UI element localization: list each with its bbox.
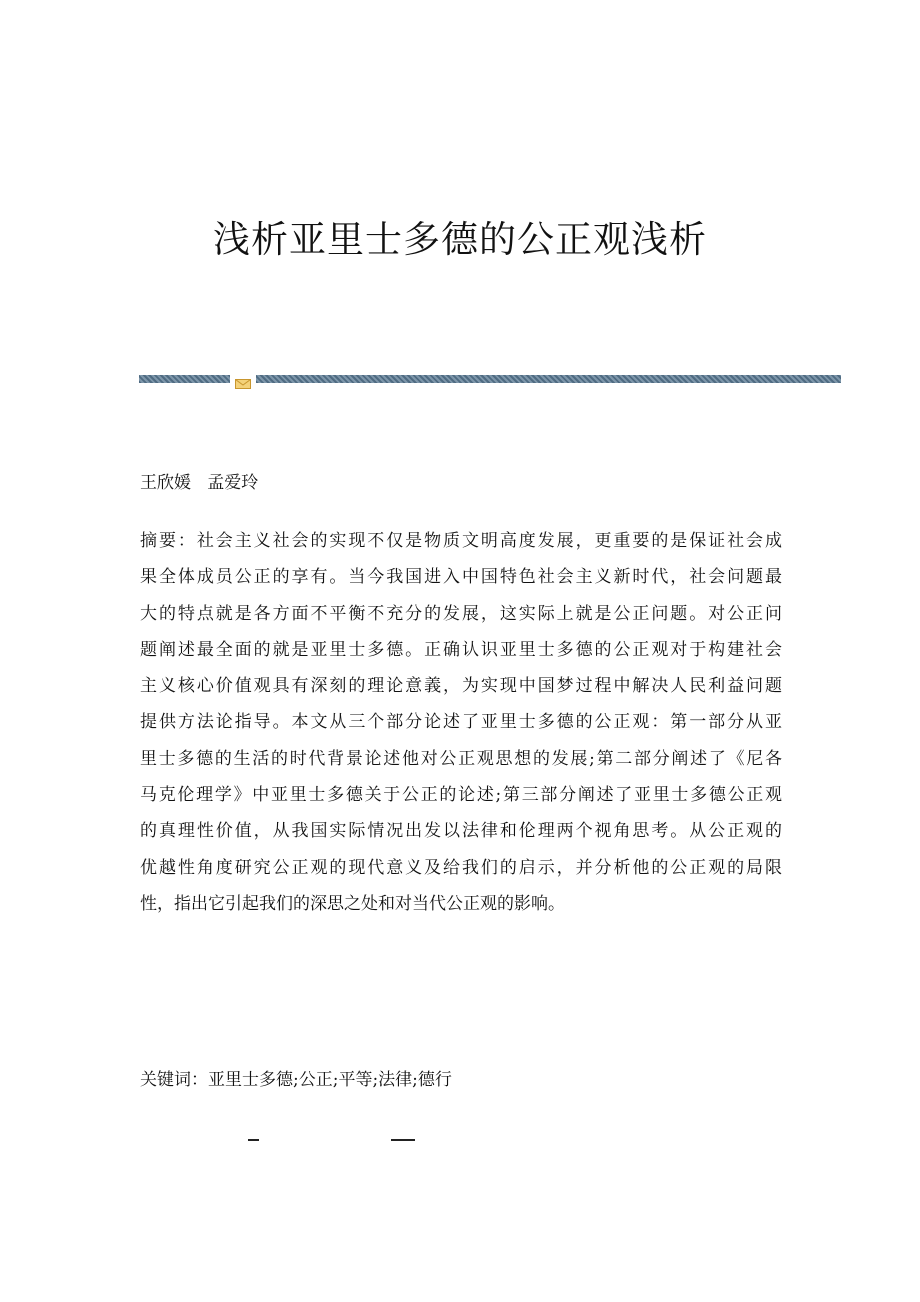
document-title: 浅析亚里士多德的公正观浅析 [213, 218, 707, 261]
footer-dash-left [248, 1139, 259, 1141]
authors-line: 王欣媛 孟爱玲 [140, 473, 259, 493]
abstract-line: 题阐述最全面的就是亚里士多德。正确认识亚里士多德的公正观对于构建社会 [140, 639, 782, 660]
footer-dash-right [391, 1139, 415, 1141]
abstract-line: 提供方法论指导。本文从三个部分论述了亚里士多德的公正观：第一部分从亚 [140, 712, 782, 733]
abstract-line: 优越性角度研究公正观的现代意义及给我们的启示，并分析他的公正观的局限 [140, 857, 782, 878]
footer-marks [248, 1139, 428, 1143]
divider-bar-left [139, 375, 230, 383]
keywords-line: 关键词：亚里士多德;公正;平等;法律;德行 [140, 1070, 452, 1090]
title-divider [139, 374, 841, 384]
divider-bar-right [256, 375, 841, 383]
abstract-line: 主义核心价值观具有深刻的理论意義，为实现中国梦过程中解决人民利益问题 [140, 676, 782, 697]
abstract-line: 马克伦理学》中亚里士多德关于公正的论述;第三部分阐述了亚里士多德公正观 [140, 785, 782, 806]
abstract-line: 摘要：社会主义社会的实现不仅是物质文明高度发展，更重要的是保证社会成 [140, 531, 782, 551]
abstract-line: 里士多德的生活的时代背景论述他对公正观思想的发展;第二部分阐述了《尼各 [140, 748, 782, 769]
abstract-paragraph [140, 523, 782, 922]
abstract-line: 大的特点就是各方面不平衡不充分的发展，这实际上就是公正问题。对公正问 [140, 603, 782, 624]
envelope-icon [235, 374, 251, 384]
abstract-line: 果全体成员公正的享有。当今我国进入中国特色社会主义新时代，社会问题最 [140, 567, 782, 588]
abstract-line: 的真理性价值，从我国实际情况出发以法律和伦理两个视角思考。从公正观的 [140, 821, 782, 842]
abstract-line: 性，指出它引起我们的深思之处和对当代公正观的影响。 [140, 893, 565, 914]
